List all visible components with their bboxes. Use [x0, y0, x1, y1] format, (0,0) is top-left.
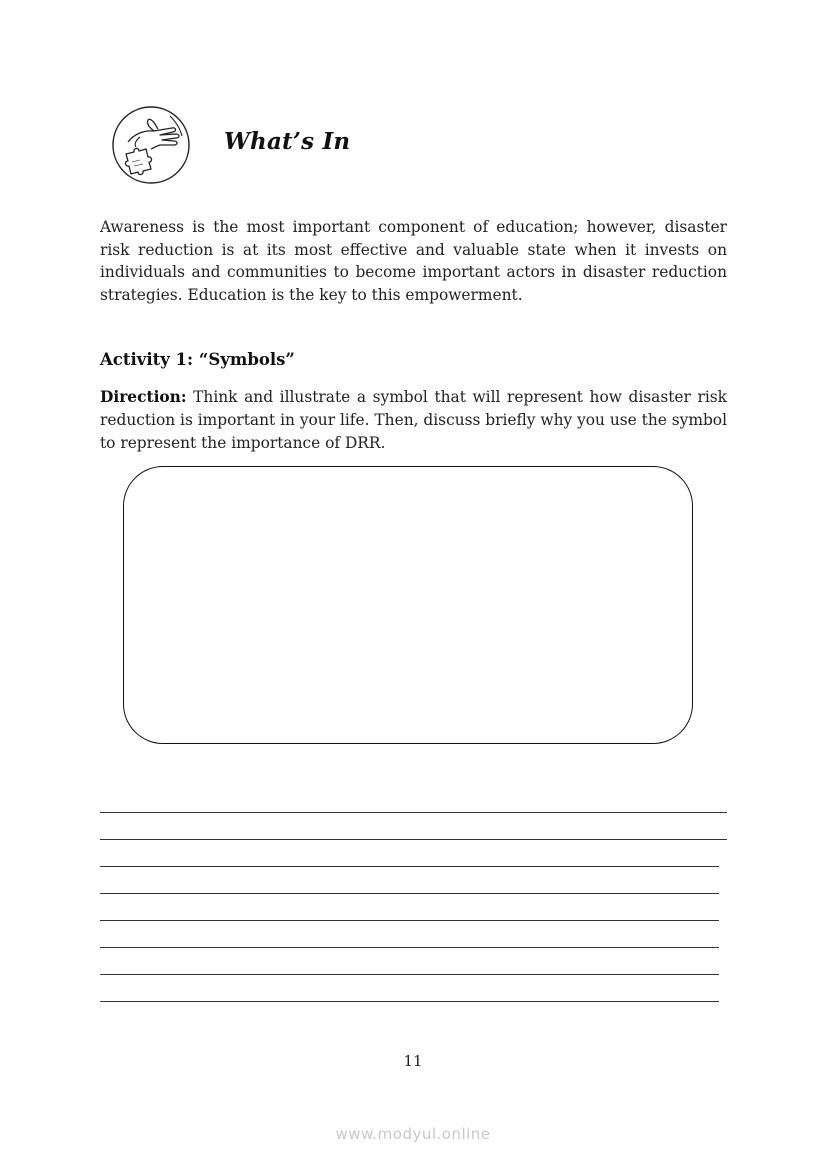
intro-paragraph: Awareness is the most important component of education; however, disaster risk reduction is at its most effective and valuable state when it invests on individuals and communities to become important actors in disaster reduction strategies. Education is the key to this empowerment.: [100, 218, 727, 304]
answer-line[interactable]: [100, 812, 727, 813]
page-number: 11: [403, 1052, 423, 1070]
answer-line[interactable]: [100, 839, 727, 840]
watermark: www.modyul.online: [335, 1125, 491, 1143]
answer-line[interactable]: [100, 866, 719, 867]
hand-puzzle-icon: [110, 104, 192, 186]
answer-line[interactable]: [100, 947, 719, 948]
answer-line[interactable]: [100, 920, 719, 921]
activity-title: Activity 1: “Symbols”: [100, 350, 295, 369]
answer-line[interactable]: [100, 1001, 719, 1002]
direction-label: Direction:: [100, 388, 187, 406]
direction-text: Think and illustrate a symbol that will represent how disaster risk reduction is important in your life. Then, discuss briefly why you use the symbol to represent the importance of DRR.: [100, 388, 727, 452]
answer-line[interactable]: [100, 893, 719, 894]
section-title: What’s In: [224, 128, 351, 155]
answer-line[interactable]: [100, 974, 719, 975]
activity-direction: [100, 386, 727, 455]
symbol-drawing-box[interactable]: [123, 466, 693, 744]
